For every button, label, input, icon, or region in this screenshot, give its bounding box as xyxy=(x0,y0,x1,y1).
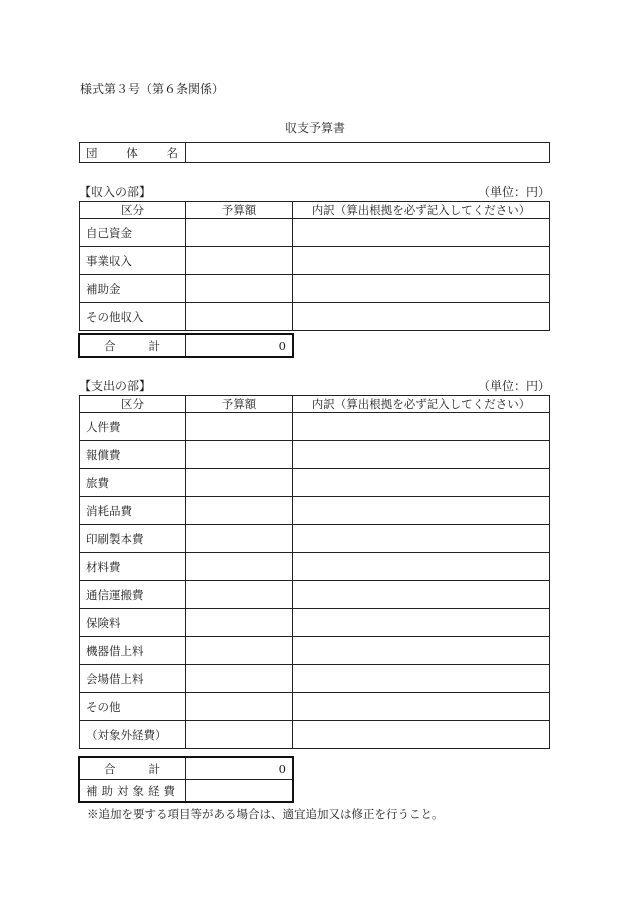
organization-name-field[interactable] xyxy=(186,143,550,163)
expense-amount-field[interactable] xyxy=(186,497,293,525)
table-row xyxy=(80,413,550,441)
header-category: 区分 xyxy=(80,396,186,413)
income-table xyxy=(79,201,550,331)
header-detail: 内訳（算出根拠を必ず記入してください） xyxy=(293,396,550,413)
expense-amount-field[interactable] xyxy=(186,693,293,721)
expense-detail-field[interactable] xyxy=(293,581,550,609)
org-label-char: 名 xyxy=(166,145,178,160)
expense-category: 印刷製本費 xyxy=(80,525,186,553)
expense-amount-field[interactable] xyxy=(186,469,293,497)
header-detail: 内訳（算出根拠を必ず記入してください） xyxy=(293,202,550,219)
expense-header-row xyxy=(80,396,550,413)
table-row xyxy=(80,581,550,609)
income-section-title: 【収入の部】 xyxy=(79,185,152,199)
total-label-char: 計 xyxy=(148,338,160,353)
expense-detail-field[interactable] xyxy=(293,441,550,469)
expense-total-label xyxy=(80,758,186,780)
income-category: 自己資金 xyxy=(80,219,186,247)
expense-category: （対象外経費） xyxy=(80,721,186,749)
expense-table xyxy=(79,395,550,749)
income-detail-field[interactable] xyxy=(293,303,550,331)
expense-amount-field[interactable] xyxy=(186,413,293,441)
header-amount: 予算額 xyxy=(186,202,293,219)
table-row xyxy=(80,637,550,665)
expense-section-title: 【支出の部】 xyxy=(79,379,152,393)
expense-detail-field[interactable] xyxy=(293,721,550,749)
expense-amount-field[interactable] xyxy=(186,525,293,553)
income-category: 事業収入 xyxy=(80,247,186,275)
form-number: 様式第３号（第６条関係） xyxy=(80,82,225,96)
expense-detail-field[interactable] xyxy=(293,497,550,525)
expense-category: 材料費 xyxy=(80,553,186,581)
footnote: ※追加を要する項目等がある場合は、適宜追加又は修正を行うこと。 xyxy=(87,807,444,821)
expense-total-value: 0 xyxy=(186,758,293,780)
expense-category: 旅費 xyxy=(80,469,186,497)
expense-detail-field[interactable] xyxy=(293,525,550,553)
expense-amount-field[interactable] xyxy=(186,553,293,581)
expense-amount-field[interactable] xyxy=(186,609,293,637)
header-amount: 予算額 xyxy=(186,396,293,413)
expense-detail-field[interactable] xyxy=(293,553,550,581)
table-row xyxy=(80,247,550,275)
expense-category: 報償費 xyxy=(80,441,186,469)
expense-detail-field[interactable] xyxy=(293,413,550,441)
expense-detail-field[interactable] xyxy=(293,469,550,497)
income-total-value: 0 xyxy=(186,335,293,357)
expense-detail-field[interactable] xyxy=(293,693,550,721)
table-row xyxy=(80,469,550,497)
income-category: 補助金 xyxy=(80,275,186,303)
income-header-row xyxy=(80,202,550,219)
org-label-char: 体 xyxy=(126,145,138,160)
income-amount-field[interactable] xyxy=(186,219,293,247)
table-row xyxy=(80,721,550,749)
expense-category: 人件費 xyxy=(80,413,186,441)
expense-detail-field[interactable] xyxy=(293,665,550,693)
total-label-char: 計 xyxy=(148,761,160,776)
income-detail-field[interactable] xyxy=(293,247,550,275)
expense-amount-field[interactable] xyxy=(186,441,293,469)
table-row xyxy=(80,665,550,693)
table-row xyxy=(80,275,550,303)
organization-label xyxy=(80,143,186,163)
eligible-expense-field[interactable] xyxy=(186,780,293,802)
expense-amount-field[interactable] xyxy=(186,581,293,609)
expense-category: その他 xyxy=(80,693,186,721)
eligible-expense-row xyxy=(80,780,293,802)
expense-category: 保険料 xyxy=(80,609,186,637)
income-total-label xyxy=(80,335,186,357)
table-row xyxy=(80,219,550,247)
document-title: 収支予算書 xyxy=(284,121,345,135)
income-unit: （単位：円） xyxy=(477,185,550,199)
total-label-char: 合 xyxy=(104,338,116,353)
income-category: その他収入 xyxy=(80,303,186,331)
table-row xyxy=(80,441,550,469)
org-label-char: 団 xyxy=(86,145,98,160)
income-total-table xyxy=(79,334,293,357)
expense-amount-field[interactable] xyxy=(186,637,293,665)
table-row xyxy=(80,693,550,721)
table-row xyxy=(80,497,550,525)
expense-detail-field[interactable] xyxy=(293,637,550,665)
organization-table xyxy=(79,142,550,163)
expense-unit: （単位：円） xyxy=(477,379,550,393)
expense-category: 会場借上料 xyxy=(80,665,186,693)
expense-amount-field[interactable] xyxy=(186,721,293,749)
table-row xyxy=(80,525,550,553)
income-amount-field[interactable] xyxy=(186,275,293,303)
expense-detail-field[interactable] xyxy=(293,609,550,637)
header-category: 区分 xyxy=(80,202,186,219)
total-label-char: 合 xyxy=(104,761,116,776)
income-amount-field[interactable] xyxy=(186,247,293,275)
eligible-expense-label: 補助対象経費 xyxy=(80,780,186,802)
income-detail-field[interactable] xyxy=(293,219,550,247)
table-row xyxy=(80,553,550,581)
income-detail-field[interactable] xyxy=(293,275,550,303)
expense-category: 消耗品費 xyxy=(80,497,186,525)
table-row xyxy=(80,303,550,331)
expense-category: 機器借上料 xyxy=(80,637,186,665)
table-row xyxy=(80,609,550,637)
expense-total-row xyxy=(80,758,293,780)
income-amount-field[interactable] xyxy=(186,303,293,331)
expense-total-table xyxy=(79,757,293,802)
income-total-row xyxy=(80,335,293,357)
expense-amount-field[interactable] xyxy=(186,665,293,693)
expense-category: 通信運搬費 xyxy=(80,581,186,609)
